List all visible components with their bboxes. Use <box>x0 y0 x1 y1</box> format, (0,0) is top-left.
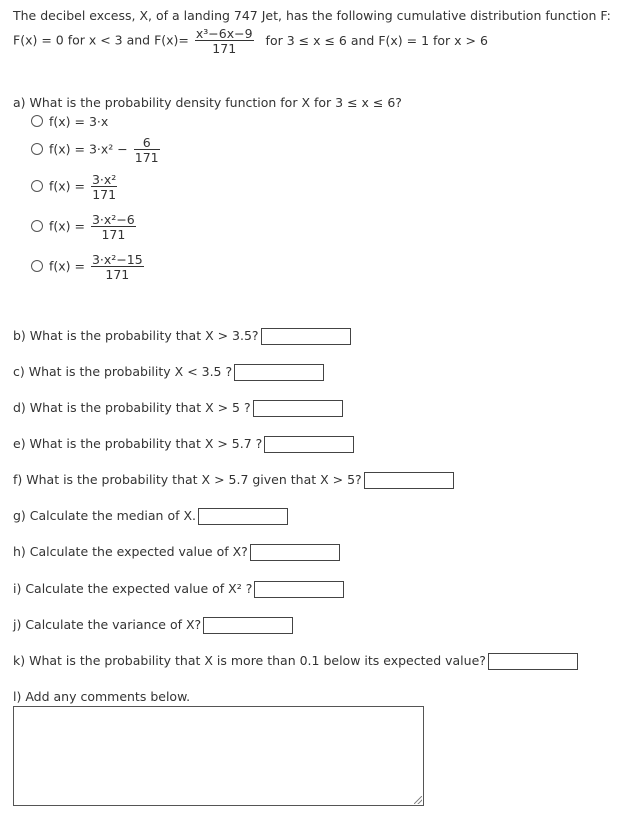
answer-b-input[interactable] <box>261 328 351 345</box>
resize-grip-icon[interactable] <box>414 796 422 804</box>
cdf-part1: F(x) = 0 for x < 3 and F(x)= <box>13 32 189 48</box>
cdf-denominator: 171 <box>212 41 237 57</box>
option-fraction <box>91 253 144 281</box>
option-lhs: f(x) = <box>49 218 85 234</box>
question-a-prompt: a) What is the probability density function for X for 3 ≤ x ≤ 6? <box>13 95 402 110</box>
option-denominator: 171 <box>105 267 130 283</box>
intro-line: The decibel excess, X, of a landing 747 Jet, has the following cumulative distribution function F: <box>13 8 611 23</box>
answer-g-input[interactable] <box>198 508 288 525</box>
option-fraction <box>91 213 136 241</box>
cdf-fraction <box>195 27 254 55</box>
option-a2[interactable] <box>31 136 162 164</box>
question-f <box>13 472 454 489</box>
option-lhs: f(x) = 3·x² − <box>49 141 128 157</box>
question-e-prompt: e) What is the probability that X > 5.7 ? <box>13 436 263 451</box>
option-denominator: 171 <box>92 187 117 203</box>
option-a4[interactable] <box>31 213 138 241</box>
question-c-prompt: c) What is the probability X < 3.5 ? <box>13 364 233 379</box>
radio-button[interactable] <box>31 180 43 192</box>
answer-e-input[interactable] <box>264 436 354 453</box>
option-denominator: 171 <box>101 227 126 243</box>
answer-h-input[interactable] <box>250 544 340 561</box>
question-b-prompt: b) What is the probability that X > 3.5? <box>13 328 259 343</box>
question-i <box>13 581 344 598</box>
question-c <box>13 364 324 381</box>
option-numerator: 3·x² <box>91 172 117 187</box>
radio-button[interactable] <box>31 260 43 272</box>
option-numerator: 3·x²−15 <box>91 252 143 267</box>
question-b <box>13 328 351 345</box>
question-j-prompt: j) Calculate the variance of X? <box>13 617 202 632</box>
option-lhs: f(x) = <box>49 178 85 194</box>
answer-f-input[interactable] <box>364 472 454 489</box>
question-h-prompt: h) Calculate the expected value of X? <box>13 544 248 559</box>
question-l-prompt: l) Add any comments below. <box>13 689 191 704</box>
option-fraction <box>134 136 160 164</box>
question-f-prompt: f) What is the probability that X > 5.7 given that X > 5? <box>13 472 362 487</box>
question-j <box>13 617 293 634</box>
option-numerator: 3·x²−6 <box>91 212 135 227</box>
comments-textarea[interactable] <box>13 706 424 806</box>
cdf-definition <box>13 27 488 55</box>
answer-d-input[interactable] <box>253 400 343 417</box>
radio-button[interactable] <box>31 220 43 232</box>
question-e <box>13 436 354 453</box>
option-numerator: 6 <box>134 136 160 150</box>
question-k <box>13 653 578 670</box>
radio-button[interactable] <box>31 143 43 155</box>
answer-k-input[interactable] <box>488 653 578 670</box>
question-k-prompt: k) What is the probability that X is more than 0.1 below its expected value? <box>13 653 486 668</box>
radio-button[interactable] <box>31 115 43 127</box>
option-lhs: f(x) = <box>49 258 85 274</box>
question-h <box>13 544 340 561</box>
question-d <box>13 400 343 417</box>
option-a3[interactable] <box>31 173 119 201</box>
option-a5[interactable] <box>31 253 146 281</box>
option-denominator: 171 <box>134 150 159 166</box>
question-g <box>13 508 288 525</box>
cdf-numerator: x³−6x−9 <box>195 26 253 41</box>
answer-j-input[interactable] <box>203 617 293 634</box>
option-fraction <box>91 173 117 201</box>
question-i-prompt: i) Calculate the expected value of X² ? <box>13 581 253 596</box>
question-g-prompt: g) Calculate the median of X. <box>13 508 197 523</box>
question-d-prompt: d) What is the probability that X > 5 ? <box>13 400 251 415</box>
option-a1[interactable] <box>31 114 108 129</box>
answer-i-input[interactable] <box>254 581 344 598</box>
cdf-part2: for 3 ≤ x ≤ 6 and F(x) = 1 for x > 6 <box>265 32 488 48</box>
option-lhs: f(x) = 3·x <box>49 114 109 129</box>
answer-c-input[interactable] <box>234 364 324 381</box>
